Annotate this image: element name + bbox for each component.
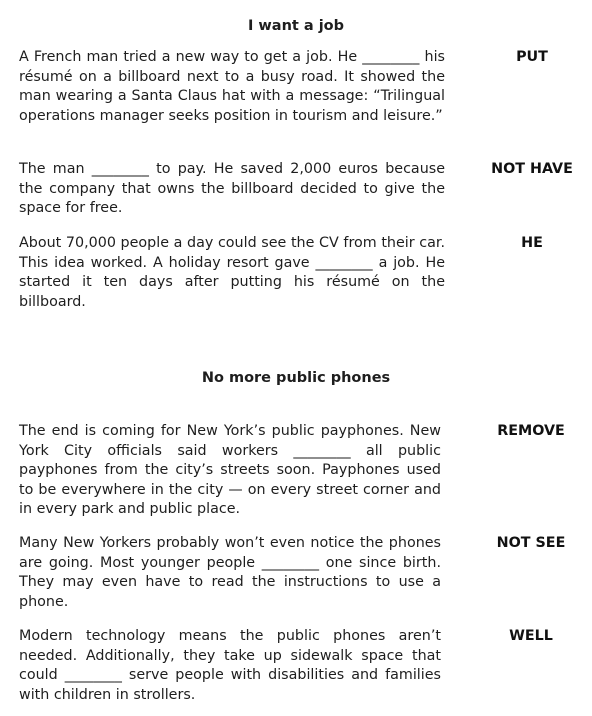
exercise-paragraph: Modern technology means the public phones aren’t needed. Additionally, they take up sidewalk space that could ________ serve people with disabilities and families with children in strollers. <box>19 628 441 703</box>
section-title: No more public phones <box>201 370 391 386</box>
exercise-paragraph: About 70,000 people a day could see the CV from their car. This idea worked. A holiday resort gave ________ a job. He started it ten days after putting his résumé on the billboard. <box>19 235 445 310</box>
keyword-label: NOT HAVE <box>491 161 573 177</box>
keyword-label: REMOVE <box>497 423 565 439</box>
exercise-paragraph: A French man tried a new way to get a job. He ________ his résumé on a billboard next to a busy road. It showed the man wearing a Santa Claus hat with a message: “Trilingual operations manager seeks position in tourism and leisure.” <box>19 49 445 124</box>
keyword-label: PUT <box>516 49 548 65</box>
keyword-label: HE <box>521 235 543 251</box>
keyword-label: NOT SEE <box>496 535 566 551</box>
exercise-paragraph: The end is coming for New York’s public payphones. New York City officials said workers ________ all public payphones from the city’s streets soon. Payphones used to be everywhere in the city — on every street corner and in every park and public place. <box>19 423 441 518</box>
section-title: I want a job <box>247 18 345 34</box>
exercise-paragraph: The man ________ to pay. He saved 2,000 euros because the company that owns the billboard decided to give the space for free. <box>19 161 445 217</box>
keyword-label: WELL <box>509 628 553 644</box>
exercise-paragraph: Many New Yorkers probably won’t even notice the phones are going. Most younger people ________ one since birth. They may even have to read the instructions to use a phone. <box>19 535 441 610</box>
